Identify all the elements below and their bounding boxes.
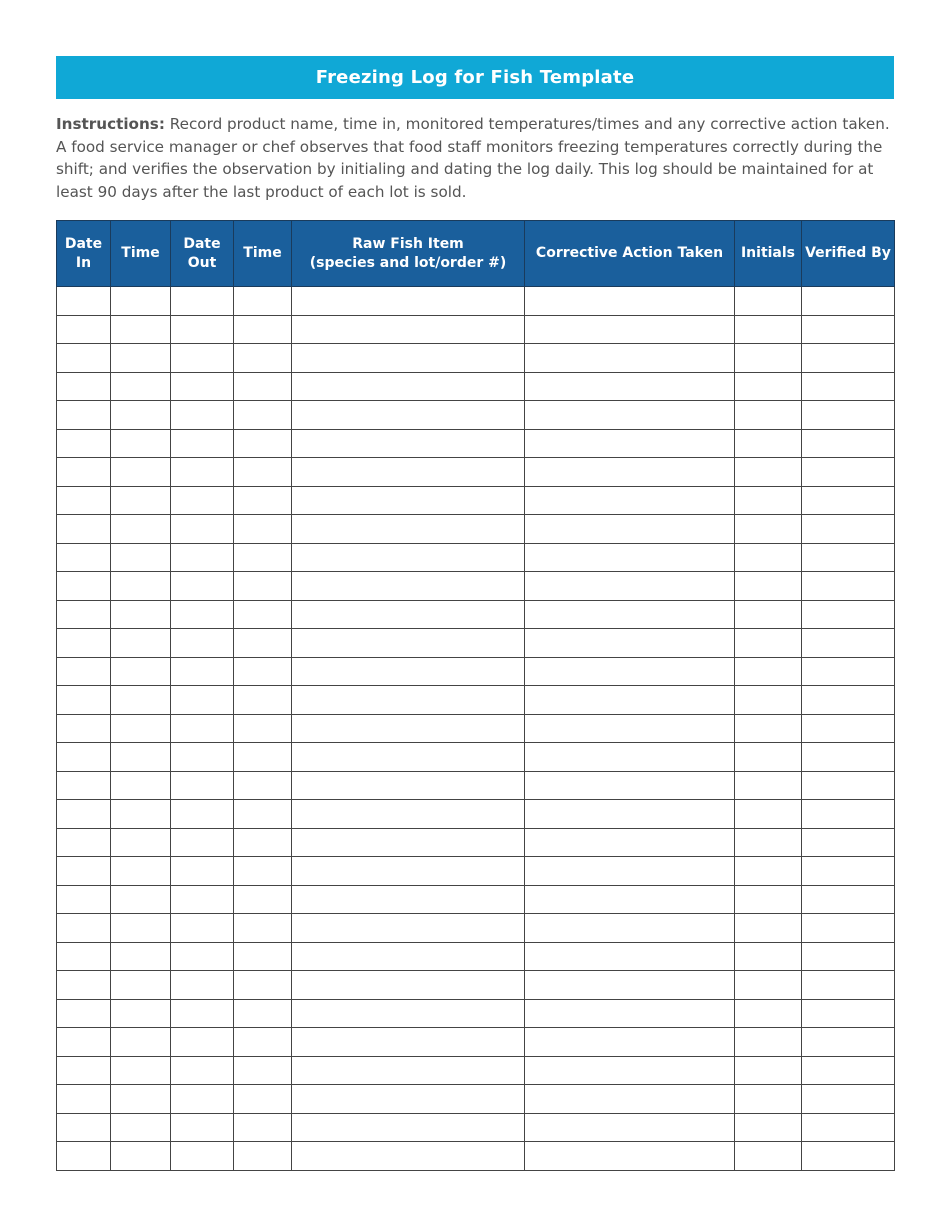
table-cell[interactable] [292,572,525,601]
table-row [57,999,895,1028]
table-cell[interactable] [234,771,292,800]
table-row [57,857,895,886]
table-cell[interactable] [292,857,525,886]
table-row [57,572,895,601]
table-cell[interactable] [234,458,292,487]
table-cell[interactable] [111,999,171,1028]
table-cell[interactable] [292,971,525,1000]
instructions-paragraph [56,113,894,204]
table-cell[interactable] [525,401,735,430]
table-cell[interactable] [234,315,292,344]
table-cell[interactable] [57,914,111,943]
table-cell[interactable] [234,714,292,743]
table-cell[interactable] [525,714,735,743]
table-row [57,1085,895,1114]
table-cell[interactable] [292,914,525,943]
table-cell[interactable] [234,1056,292,1085]
table-cell[interactable] [292,629,525,658]
table-cell[interactable] [802,885,895,914]
table-cell[interactable] [57,971,111,1000]
table-cell[interactable] [57,771,111,800]
table-cell[interactable] [735,914,802,943]
table-cell[interactable] [111,600,171,629]
table-cell[interactable] [525,885,735,914]
table-cell[interactable] [111,800,171,829]
table-cell[interactable] [171,771,234,800]
table-row [57,1142,895,1171]
table-row [57,771,895,800]
table-cell[interactable] [234,600,292,629]
table-cell[interactable] [111,572,171,601]
table-cell[interactable] [735,1056,802,1085]
table-cell[interactable] [111,743,171,772]
table-cell[interactable] [111,771,171,800]
table-cell[interactable] [735,486,802,515]
table-row [57,429,895,458]
table-cell[interactable] [111,287,171,316]
table-row [57,344,895,373]
table-cell[interactable] [57,857,111,886]
table-cell[interactable] [111,1028,171,1057]
table-cell[interactable] [171,1085,234,1114]
table-cell[interactable] [292,515,525,544]
page-title: Freezing Log for Fish Template [56,56,894,99]
table-row [57,486,895,515]
table-cell[interactable] [735,572,802,601]
table-cell[interactable] [802,572,895,601]
table-cell[interactable] [111,657,171,686]
table-cell[interactable] [234,429,292,458]
table-cell[interactable] [525,686,735,715]
table-cell[interactable] [111,857,171,886]
table-cell[interactable] [171,629,234,658]
table-cell[interactable] [525,515,735,544]
table-cell[interactable] [234,344,292,373]
table-cell[interactable] [802,315,895,344]
table-cell[interactable] [234,543,292,572]
table-cell[interactable] [802,401,895,430]
table-cell[interactable] [802,800,895,829]
table-cell[interactable] [57,800,111,829]
table-cell[interactable] [735,1028,802,1057]
table-cell[interactable] [292,686,525,715]
table-cell[interactable] [111,1085,171,1114]
table-cell[interactable] [171,315,234,344]
freezing-log-table [56,220,895,1171]
column-header-verified-by: Verified By [802,221,895,287]
table-cell[interactable] [735,999,802,1028]
table-cell[interactable] [57,600,111,629]
table-cell[interactable] [57,1028,111,1057]
table-cell[interactable] [735,344,802,373]
table-cell[interactable] [234,885,292,914]
table-cell[interactable] [57,999,111,1028]
table-cell[interactable] [57,885,111,914]
table-cell[interactable] [234,572,292,601]
table-cell[interactable] [525,572,735,601]
table-cell[interactable] [802,942,895,971]
table-cell[interactable] [735,800,802,829]
table-cell[interactable] [525,344,735,373]
table-cell[interactable] [171,543,234,572]
table-cell[interactable] [57,942,111,971]
table-cell[interactable] [234,372,292,401]
table-cell[interactable] [525,743,735,772]
table-row [57,686,895,715]
table-cell[interactable] [57,572,111,601]
table-row [57,942,895,971]
table-cell[interactable] [525,1056,735,1085]
table-cell[interactable] [57,1113,111,1142]
table-cell[interactable] [234,401,292,430]
table-cell[interactable] [111,315,171,344]
table-cell[interactable] [171,458,234,487]
table-row [57,885,895,914]
table-cell[interactable] [171,999,234,1028]
table-cell[interactable] [802,828,895,857]
table-cell[interactable] [57,401,111,430]
table-cell[interactable] [171,657,234,686]
table-cell[interactable] [735,771,802,800]
table-cell[interactable] [171,686,234,715]
table-cell[interactable] [525,629,735,658]
table-cell[interactable] [111,914,171,943]
table-cell[interactable] [171,885,234,914]
table-cell[interactable] [234,800,292,829]
table-cell[interactable] [735,315,802,344]
table-cell[interactable] [802,287,895,316]
table-cell[interactable] [525,828,735,857]
table-cell[interactable] [234,743,292,772]
table-cell[interactable] [735,942,802,971]
table-cell[interactable] [57,743,111,772]
table-cell[interactable] [292,372,525,401]
table-cell[interactable] [525,315,735,344]
table-cell[interactable] [802,1085,895,1114]
table-cell[interactable] [57,714,111,743]
log-body [57,287,895,1171]
table-cell[interactable] [234,287,292,316]
table-cell[interactable] [802,1113,895,1142]
table-cell[interactable] [234,942,292,971]
table-cell[interactable] [802,600,895,629]
table-cell[interactable] [292,828,525,857]
table-cell[interactable] [802,344,895,373]
table-row [57,971,895,1000]
table-cell[interactable] [292,600,525,629]
table-cell[interactable] [525,1142,735,1171]
instructions-lead: Instructions: [56,115,165,133]
table-cell[interactable] [171,429,234,458]
table-row [57,287,895,316]
table-cell[interactable] [292,885,525,914]
table-cell[interactable] [57,344,111,373]
table-cell[interactable] [234,486,292,515]
table-cell[interactable] [57,828,111,857]
table-cell[interactable] [525,971,735,1000]
table-cell[interactable] [57,1142,111,1171]
table-cell[interactable] [735,600,802,629]
table-cell[interactable] [111,401,171,430]
table-cell[interactable] [735,686,802,715]
table-cell[interactable] [171,287,234,316]
table-cell[interactable] [111,515,171,544]
table-cell[interactable] [525,999,735,1028]
table-cell[interactable] [57,287,111,316]
table-cell[interactable] [57,686,111,715]
table-cell[interactable] [292,1085,525,1114]
table-cell[interactable] [802,1028,895,1057]
table-cell[interactable] [171,600,234,629]
table-cell[interactable] [525,287,735,316]
table-cell[interactable] [57,1085,111,1114]
table-cell[interactable] [111,1142,171,1171]
table-cell[interactable] [111,429,171,458]
table-cell[interactable] [171,1056,234,1085]
table-cell[interactable] [292,458,525,487]
table-cell[interactable] [735,401,802,430]
table-cell[interactable] [802,771,895,800]
table-cell[interactable] [234,914,292,943]
table-cell[interactable] [234,828,292,857]
table-cell[interactable] [234,515,292,544]
table-cell[interactable] [292,714,525,743]
table-cell[interactable] [802,543,895,572]
column-header-time-out: Time [234,221,292,287]
table-row [57,600,895,629]
table-cell[interactable] [111,971,171,1000]
table-cell[interactable] [171,372,234,401]
table-cell[interactable] [234,1028,292,1057]
table-cell[interactable] [802,743,895,772]
table-row [57,401,895,430]
table-cell[interactable] [735,515,802,544]
table-cell[interactable] [735,885,802,914]
table-cell[interactable] [171,572,234,601]
table-cell[interactable] [111,885,171,914]
table-row [57,372,895,401]
table-cell[interactable] [234,999,292,1028]
table-cell[interactable] [292,344,525,373]
table-cell[interactable] [171,486,234,515]
table-cell[interactable] [171,1113,234,1142]
table-cell[interactable] [171,914,234,943]
table-cell[interactable] [525,771,735,800]
table-cell[interactable] [57,458,111,487]
table-cell[interactable] [292,800,525,829]
table-cell[interactable] [57,543,111,572]
table-row [57,714,895,743]
table-row [57,543,895,572]
table-cell[interactable] [234,1113,292,1142]
table-row [57,515,895,544]
table-cell[interactable] [802,1056,895,1085]
table-cell[interactable] [171,800,234,829]
table-cell[interactable] [525,458,735,487]
table-cell[interactable] [802,857,895,886]
table-cell[interactable] [735,629,802,658]
table-row [57,458,895,487]
table-cell[interactable] [292,999,525,1028]
table-cell[interactable] [292,657,525,686]
table-cell[interactable] [525,372,735,401]
table-row [57,743,895,772]
table-cell[interactable] [802,372,895,401]
table-cell[interactable] [735,828,802,857]
table-row [57,1056,895,1085]
table-cell[interactable] [735,657,802,686]
table-cell[interactable] [234,971,292,1000]
table-cell[interactable] [171,344,234,373]
table-cell[interactable] [525,857,735,886]
table-cell[interactable] [111,543,171,572]
table-cell[interactable] [57,1056,111,1085]
table-cell[interactable] [525,1085,735,1114]
table-cell[interactable] [234,657,292,686]
table-cell[interactable] [525,800,735,829]
table-cell[interactable] [802,714,895,743]
table-cell[interactable] [735,857,802,886]
column-header-time-in: Time [111,221,171,287]
table-cell[interactable] [57,629,111,658]
table-cell[interactable] [735,458,802,487]
table-row [57,657,895,686]
table-cell[interactable] [292,401,525,430]
table-cell[interactable] [171,401,234,430]
column-header-initials: Initials [735,221,802,287]
table-cell[interactable] [525,486,735,515]
table-cell[interactable] [735,429,802,458]
table-cell[interactable] [111,828,171,857]
table-row [57,629,895,658]
table-cell[interactable] [234,629,292,658]
table-cell[interactable] [802,971,895,1000]
table-cell[interactable] [292,1113,525,1142]
table-row [57,315,895,344]
table-cell[interactable] [57,657,111,686]
table-cell[interactable] [171,743,234,772]
column-header-date-in: Date In [57,221,111,287]
table-cell[interactable] [234,1142,292,1171]
table-cell[interactable] [57,515,111,544]
table-cell[interactable] [292,743,525,772]
table-cell[interactable] [171,857,234,886]
table-cell[interactable] [525,543,735,572]
table-cell[interactable] [57,486,111,515]
table-cell[interactable] [735,971,802,1000]
table-cell[interactable] [525,600,735,629]
table-cell[interactable] [57,372,111,401]
table-cell[interactable] [111,372,171,401]
column-header-corrective-action: Corrective Action Taken [525,221,735,287]
table-cell[interactable] [57,429,111,458]
table-row [57,1113,895,1142]
table-row [57,1028,895,1057]
table-cell[interactable] [292,543,525,572]
table-cell[interactable] [525,657,735,686]
table-cell[interactable] [735,1085,802,1114]
table-cell[interactable] [525,429,735,458]
table-cell[interactable] [292,1056,525,1085]
column-header-date-out: Date Out [171,221,234,287]
table-cell[interactable] [802,429,895,458]
table-cell[interactable] [292,287,525,316]
table-cell[interactable] [234,686,292,715]
table-cell[interactable] [234,1085,292,1114]
table-cell[interactable] [802,458,895,487]
table-cell[interactable] [234,857,292,886]
table-cell[interactable] [171,971,234,1000]
table-cell[interactable] [292,771,525,800]
table-cell[interactable] [111,486,171,515]
table-cell[interactable] [525,1028,735,1057]
table-cell[interactable] [111,686,171,715]
table-cell[interactable] [735,743,802,772]
table-cell[interactable] [292,942,525,971]
table-cell[interactable] [292,486,525,515]
table-cell[interactable] [57,315,111,344]
table-cell[interactable] [735,714,802,743]
table-cell[interactable] [802,657,895,686]
table-cell[interactable] [111,344,171,373]
table-cell[interactable] [111,942,171,971]
table-cell[interactable] [802,515,895,544]
instructions-text: Record product name, time in, monitored temperatures/times and any corrective action taken. A food service manager or chef observes that food staff monitors freezing temperatures correctly during the shift; and verifies the observation by initialing and dating the log daily. This log should be maintained for at least 90 days after the last product of each lot is sold. [56,115,890,202]
table-cell[interactable] [802,914,895,943]
table-cell[interactable] [525,942,735,971]
table-cell[interactable] [735,1142,802,1171]
table-cell[interactable] [171,515,234,544]
table-cell[interactable] [111,714,171,743]
table-cell[interactable] [802,629,895,658]
table-cell[interactable] [111,458,171,487]
table-cell[interactable] [111,1056,171,1085]
table-cell[interactable] [171,1028,234,1057]
table-cell[interactable] [171,714,234,743]
table-cell[interactable] [111,629,171,658]
table-header-row [57,221,895,287]
column-header-raw-fish-item: Raw Fish Item (species and lot/order #) [292,221,525,287]
table-cell[interactable] [735,372,802,401]
table-cell[interactable] [171,942,234,971]
table-cell[interactable] [171,1142,234,1171]
table-cell[interactable] [802,1142,895,1171]
table-cell[interactable] [292,1028,525,1057]
table-cell[interactable] [292,429,525,458]
table-row [57,828,895,857]
table-cell[interactable] [735,543,802,572]
table-cell[interactable] [735,1113,802,1142]
table-cell[interactable] [525,914,735,943]
table-cell[interactable] [292,315,525,344]
table-row [57,914,895,943]
table-cell[interactable] [292,1142,525,1171]
table-cell[interactable] [802,686,895,715]
table-row [57,800,895,829]
table-cell[interactable] [171,828,234,857]
table-cell[interactable] [735,287,802,316]
table-cell[interactable] [111,1113,171,1142]
table-cell[interactable] [525,1113,735,1142]
table-cell[interactable] [802,486,895,515]
table-cell[interactable] [802,999,895,1028]
